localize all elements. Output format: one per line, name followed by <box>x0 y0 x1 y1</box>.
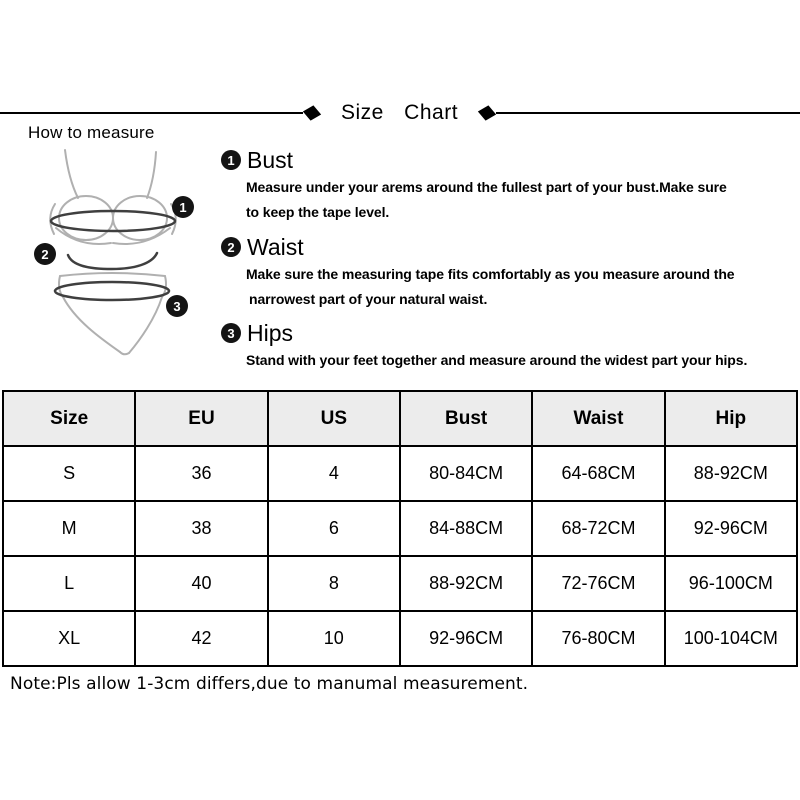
table-cell: 4 <box>268 446 400 501</box>
table-header-cell: Waist <box>532 391 664 446</box>
table-cell: 6 <box>268 501 400 556</box>
hip-measure-line <box>55 282 169 300</box>
step-number-badge: 3 <box>221 323 241 343</box>
divider-line-right <box>496 112 800 114</box>
section-hips <box>221 320 747 373</box>
table-cell: M <box>3 501 135 556</box>
size-table <box>2 390 798 667</box>
table-cell: S <box>3 446 135 501</box>
section-title: Waist <box>247 233 304 260</box>
measurement-note: Note:Pls allow 1-3cm differs,due to manumal measurement. <box>10 674 529 694</box>
bra-strap-right <box>147 152 156 198</box>
how-to-measure-label: How to measure <box>28 123 155 142</box>
section-bust-description <box>246 175 727 225</box>
diamond-icon <box>303 105 321 120</box>
section-waist-heading <box>221 234 735 260</box>
table-cell: 8 <box>268 556 400 611</box>
diamond-icon <box>478 105 496 120</box>
description-line: Make sure the measuring tape fits comfortably as you measure around the <box>246 266 735 282</box>
section-waist <box>221 234 735 312</box>
table-cell: 88-92CM <box>665 446 797 501</box>
table-header-cell: Bust <box>400 391 532 446</box>
section-hips-heading <box>221 320 747 346</box>
table-header-cell: Hip <box>665 391 797 446</box>
table-header-cell: EU <box>135 391 267 446</box>
table-cell: 76-80CM <box>532 611 664 666</box>
description-line: narrowest part of your natural waist. <box>249 291 488 307</box>
section-bust-heading <box>221 147 727 173</box>
table-cell: 64-68CM <box>532 446 664 501</box>
table-cell: 92-96CM <box>400 611 532 666</box>
step-number-badge: 1 <box>221 150 241 170</box>
bra-strap-left <box>65 150 78 198</box>
section-title: Hips <box>247 319 294 346</box>
description-line: Measure under your arems around the fullest part of your bust.Make sure <box>246 179 727 195</box>
step-number-badge: 2 <box>221 237 241 257</box>
svg-text:2: 2 <box>41 247 49 262</box>
page-title: Size Chart <box>341 101 459 124</box>
table-cell: 36 <box>135 446 267 501</box>
table-cell: XL <box>3 611 135 666</box>
bottom-leg-left <box>63 297 120 352</box>
section-hips-description <box>246 348 747 373</box>
table-cell: 84-88CM <box>400 501 532 556</box>
bottom-leg-right <box>129 297 162 353</box>
waist-measure-line <box>68 253 157 269</box>
table-cell: 68-72CM <box>532 501 664 556</box>
description-line: to keep the tape level. <box>246 204 390 220</box>
table-cell: L <box>3 556 135 611</box>
bottom-crotch <box>120 352 129 354</box>
table-cell: 80-84CM <box>400 446 532 501</box>
svg-text:3: 3 <box>173 299 181 314</box>
table-cell: 10 <box>268 611 400 666</box>
illustration-marker-3 <box>166 295 188 317</box>
divider-line-left <box>0 112 303 114</box>
section-title: Bust <box>247 146 294 173</box>
table-cell: 92-96CM <box>665 501 797 556</box>
table-row <box>3 611 797 666</box>
illustration-marker-1 <box>172 196 194 218</box>
measurement-illustration <box>20 142 220 374</box>
table-cell: 96-100CM <box>665 556 797 611</box>
table-cell: 88-92CM <box>400 556 532 611</box>
table-row <box>3 446 797 501</box>
section-bust <box>221 147 727 225</box>
svg-text:1: 1 <box>179 200 187 215</box>
table-cell: 72-76CM <box>532 556 664 611</box>
table-cell: 42 <box>135 611 267 666</box>
section-waist-description <box>246 262 735 312</box>
illustration-marker-2 <box>34 243 56 265</box>
table-header-row <box>3 391 797 446</box>
bra-cup-right <box>113 196 167 240</box>
table-cell: 100-104CM <box>665 611 797 666</box>
table-cell: 40 <box>135 556 267 611</box>
table-header-cell: US <box>268 391 400 446</box>
table-header-cell: Size <box>3 391 135 446</box>
table-cell: 38 <box>135 501 267 556</box>
bottom-waistband <box>60 273 165 276</box>
description-line: Stand with your feet together and measure around the widest part your hips. <box>246 352 748 368</box>
table-row <box>3 501 797 556</box>
table-row <box>3 556 797 611</box>
bra-cup-left <box>59 196 113 240</box>
